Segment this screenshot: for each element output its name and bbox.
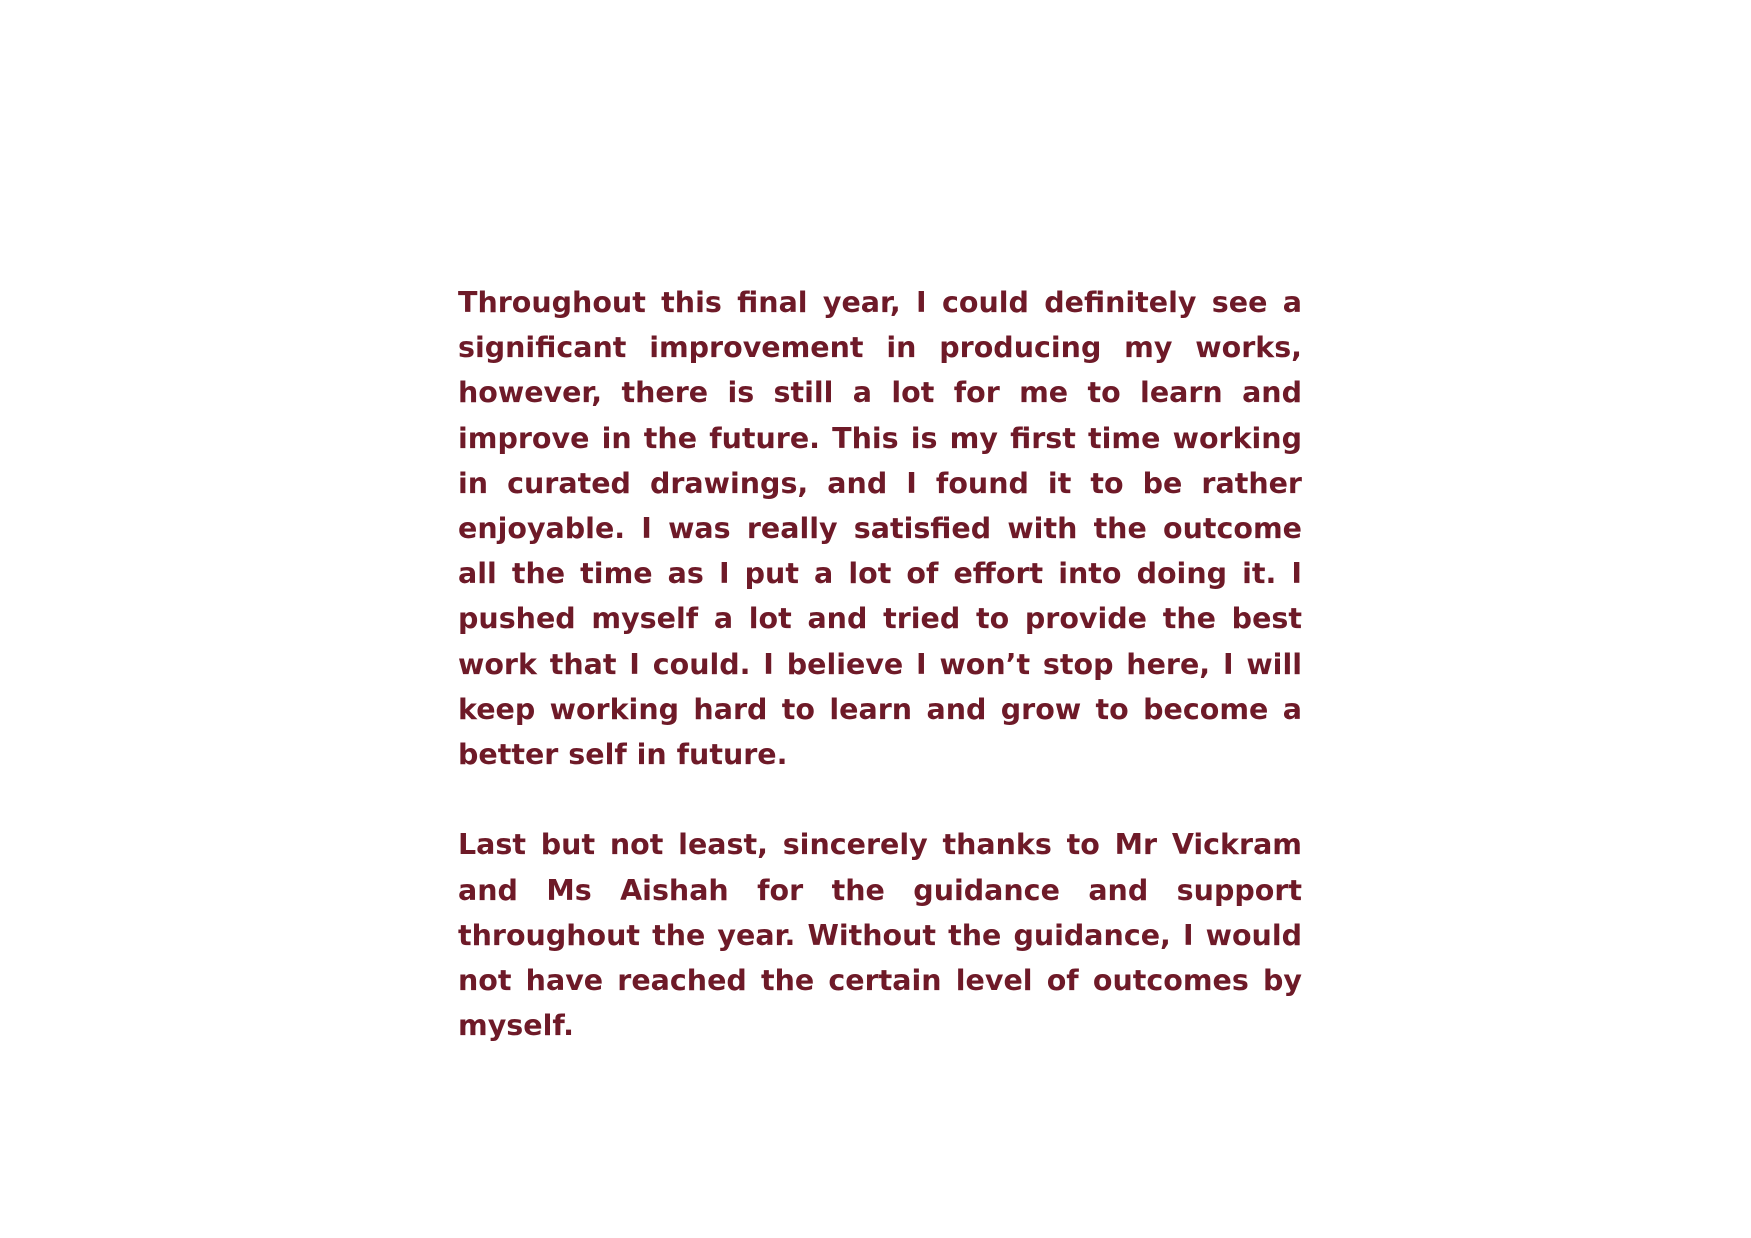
reflection-paragraph: Throughout this final year, I could definitely see a significant improvement in producing my works, however, there is still a lot for me to learn and improve in the future. This is my first time working in curated drawings, and I found it to be rather enjoyable. I was really satisfied with the outcome all the time as I put a lot of effort into doing it. I pushed myself a lot and tried to provide the best work that I could. I believe I won’t stop here, I will keep working hard to learn and grow to become a better self in future. [458, 286, 1302, 772]
acknowledgement-paragraph: Last but not least, sincerely thanks to Mr Vickram and Ms Aishah for the guidance and support throughout the year. Without the guidance, I would not have reached the certain level of outcomes by myself. [458, 828, 1302, 1043]
reflection-text-block [458, 280, 1302, 1048]
